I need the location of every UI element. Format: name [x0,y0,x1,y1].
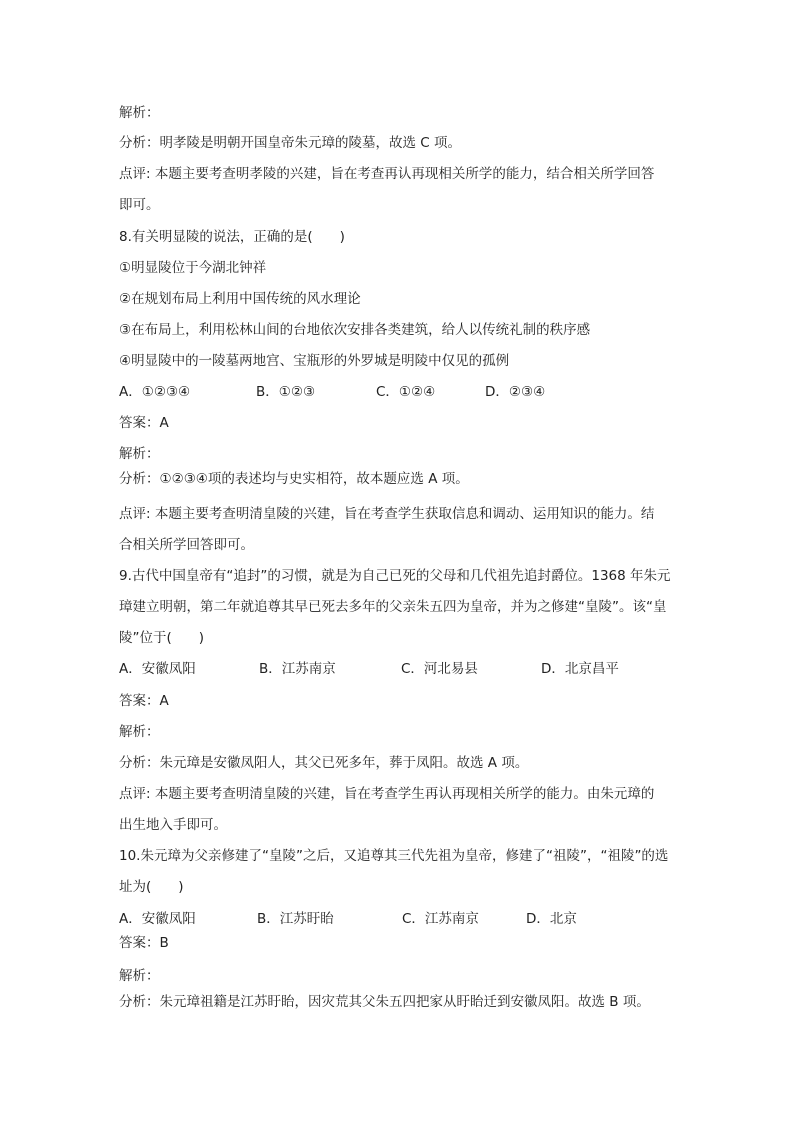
question-9-options [119,660,679,678]
option-d: D．北京昌平 [541,661,619,677]
question-10-cont: 址为( ) [119,879,184,895]
option-c: C．①②④ [376,384,436,400]
answer: 答案：A [119,693,169,709]
comment-text-cont: 出生地入手即可。 [119,817,227,833]
analysis-heading: 解析： [119,968,160,984]
question-10-options [119,910,679,928]
statement-3: ③在布局上，利用松林山间的台地依次安排各类建筑，给人以传统礼制的秩序感 [119,322,591,338]
analysis-text: 分析：朱元璋祖籍是江苏盱眙，因灾荒其父朱五四把家从盱眙迁到安徽凤阳。故选 B 项。 [119,994,650,1010]
question-8-options [119,383,679,401]
option-d: D．北京 [526,911,577,927]
question-9-cont: 璋建立明朝，第二年就追尊其早已死去多年的父亲朱五四为皇帝，并为之修建“皇陵”。该“皇 [119,599,667,615]
question-9: 9.古代中国皇帝有“追封”的习惯，就是为自己已死的父母和几代祖先追封爵位。1368 年朱元 [119,568,671,584]
question-10: 10.朱元璋为父亲修建了“皇陵”之后，又追尊其三代先祖为皇帝，修建了“祖陵”，“祖陵”的选 [119,848,669,864]
option-c: C．江苏南京 [402,911,479,927]
question-9-cont: 陵”位于( ) [119,630,205,646]
comment-text: 点评: 本题主要考查明清皇陵的兴建，旨在考查学生获取信息和调动、运用知识的能力。结 [119,506,655,522]
analysis-heading: 解析： [119,446,160,462]
comment-text: 点评: 本题主要考查明清皇陵的兴建，旨在考查学生再认再现相关所学的能力。由朱元璋的 [119,786,655,802]
answer: 答案：B [119,935,169,951]
option-c: C．河北易县 [401,661,478,677]
analysis-heading: 解析： [119,105,160,121]
comment-text-cont: 合相关所学回答即可。 [119,537,254,553]
option-b: B．江苏南京 [259,661,336,677]
comment-text: 点评: 本题主要考查明孝陵的兴建，旨在考查再认再现相关所学的能力，结合相关所学回答 [119,166,655,182]
option-b: B．江苏盱眙 [257,911,334,927]
analysis-text: 分析：朱元璋是安徽凤阳人，其父已死多年，葬于凤阳。故选 A 项。 [119,755,529,771]
option-a: A．①②③④ [119,384,191,400]
option-b: B．①②③ [256,384,316,400]
question-8: 8.有关明显陵的说法，正确的是( ) [119,229,345,245]
option-a: A．安徽凤阳 [119,661,196,677]
comment-text-cont: 即可。 [119,197,160,213]
answer: 答案：A [119,415,169,431]
analysis-text: 分析：①②③④项的表述均与史实相符，故本题应选 A 项。 [119,471,469,487]
analysis-heading: 解析： [119,724,160,740]
statement-1: ①明显陵位于今湖北钟祥 [119,260,267,276]
statement-4: ④明显陵中的一陵墓两地宫、宝瓶形的外罗城是明陵中仅见的孤例 [119,353,510,369]
option-d: D．②③④ [485,384,546,400]
option-a: A．安徽凤阳 [119,911,196,927]
statement-2: ②在规划布局上利用中国传统的风水理论 [119,291,361,307]
analysis-text: 分析：明孝陵是明朝开国皇帝朱元璋的陵墓，故选 C 项。 [119,135,462,151]
